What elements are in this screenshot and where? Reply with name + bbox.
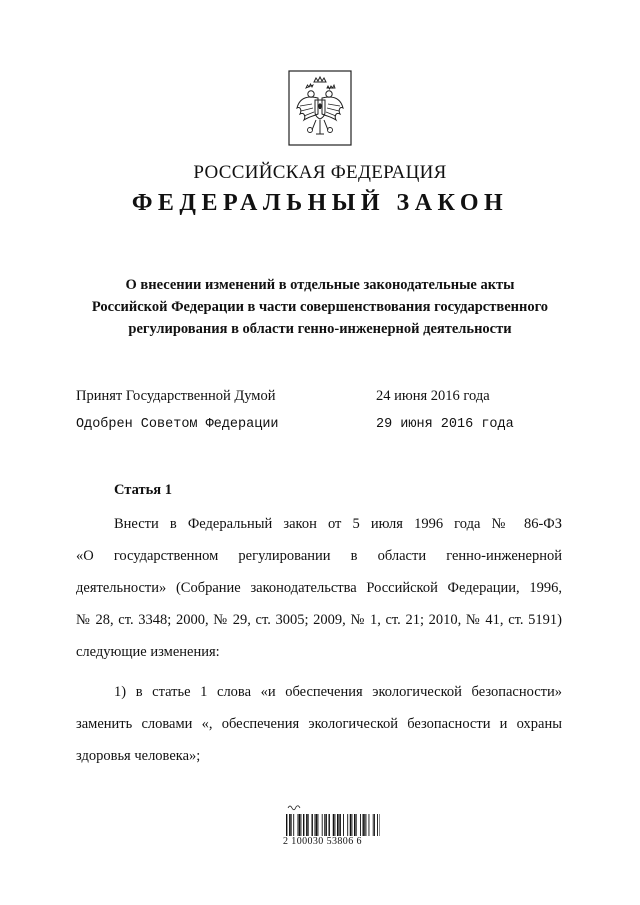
handwritten-mark <box>288 806 300 810</box>
barcode-bar <box>339 814 340 836</box>
law-title-line: регулирования в области генно-инженерной деятельности <box>128 321 512 337</box>
item-text-line: здоровья человека»; <box>76 748 201 764</box>
barcode-bar <box>377 814 378 836</box>
barcode-bar <box>316 814 317 836</box>
barcode-bar <box>380 814 381 836</box>
barcode-bar <box>298 814 299 836</box>
law-title-line: Российской Федерации в части совершенствования государственного <box>91 299 549 315</box>
barcode-bar <box>373 814 374 836</box>
item-text-line: заменить словами «, обеспечения экологической безопасности и охраны <box>76 716 562 732</box>
barcode-bar <box>350 814 351 836</box>
barcode-bar <box>299 814 300 836</box>
barcode-bar <box>335 814 336 836</box>
barcode-bar <box>356 814 357 836</box>
barcode-bar <box>301 814 302 836</box>
barcode-bar <box>343 814 344 836</box>
country-name: РОССИЙСКАЯ ФЕДЕРАЦИЯ <box>193 162 447 183</box>
barcode-bar <box>360 814 361 836</box>
duma-adoption-date: 24 июня 2016 года <box>376 388 490 404</box>
barcode-bar <box>364 814 365 836</box>
state-emblem-icon <box>288 70 352 146</box>
barcode-bar <box>322 814 323 836</box>
barcode-bar <box>312 814 313 836</box>
article-text-line: «О государственном регулировании в области генно-инженерной <box>76 548 562 564</box>
barcode-bar <box>366 814 367 836</box>
barcode-bar <box>315 814 316 836</box>
article-text-line: деятельности» (Собрание законодательства Российской Федерации, 1996, <box>76 580 562 596</box>
article-text-line: № 28, ст. 3348; 2000, № 29, ст. 3005; 2009, № 1, ст. 21; 2010, № 41, ст. 5191) <box>76 612 562 628</box>
barcode-bar <box>286 814 287 836</box>
duma-adoption-label: Принят Государственной Думой <box>76 388 276 404</box>
article-text-line: Внести в Федеральный закон от 5 июля 1996 года № 86-ФЗ <box>114 516 562 532</box>
barcode-bar <box>369 814 370 836</box>
barcode-bar <box>306 814 307 836</box>
barcode-bar <box>363 814 364 836</box>
article-heading: Статья 1 <box>114 482 172 498</box>
barcode-bar <box>354 814 355 836</box>
barcode-graphic <box>280 800 380 860</box>
barcode-bar <box>329 814 330 836</box>
barcode-bar <box>340 814 341 836</box>
barcode-bar <box>318 814 319 836</box>
item-text-line: 1) в статье 1 слова «и обеспечения экологической безопасности» <box>114 684 562 700</box>
article-text-line: следующие изменения: <box>76 644 220 660</box>
barcode-bar <box>303 814 304 836</box>
barcode-bar <box>326 814 327 836</box>
barcode-bar <box>324 814 325 836</box>
barcode-bar <box>289 814 290 836</box>
barcode-bar <box>333 814 334 836</box>
barcode-bar <box>374 814 375 836</box>
barcode-number: 2 100030 53806 6 <box>283 836 362 847</box>
barcode-bar <box>290 814 291 836</box>
council-approval-label: Одобрен Советом Федерации <box>76 417 279 432</box>
council-approval-date: 29 июня 2016 года <box>376 417 514 432</box>
barcode-bar <box>352 814 353 836</box>
barcode-bar <box>347 814 348 836</box>
law-type-heading: ФЕДЕРАЛЬНЫЙ ЗАКОН <box>131 190 509 216</box>
barcode-bar <box>337 814 338 836</box>
barcode-bar <box>307 814 308 836</box>
barcode-bar <box>293 814 294 836</box>
law-title-line: О внесении изменений в отдельные законодательные акты <box>125 277 515 293</box>
law-title <box>60 274 580 340</box>
